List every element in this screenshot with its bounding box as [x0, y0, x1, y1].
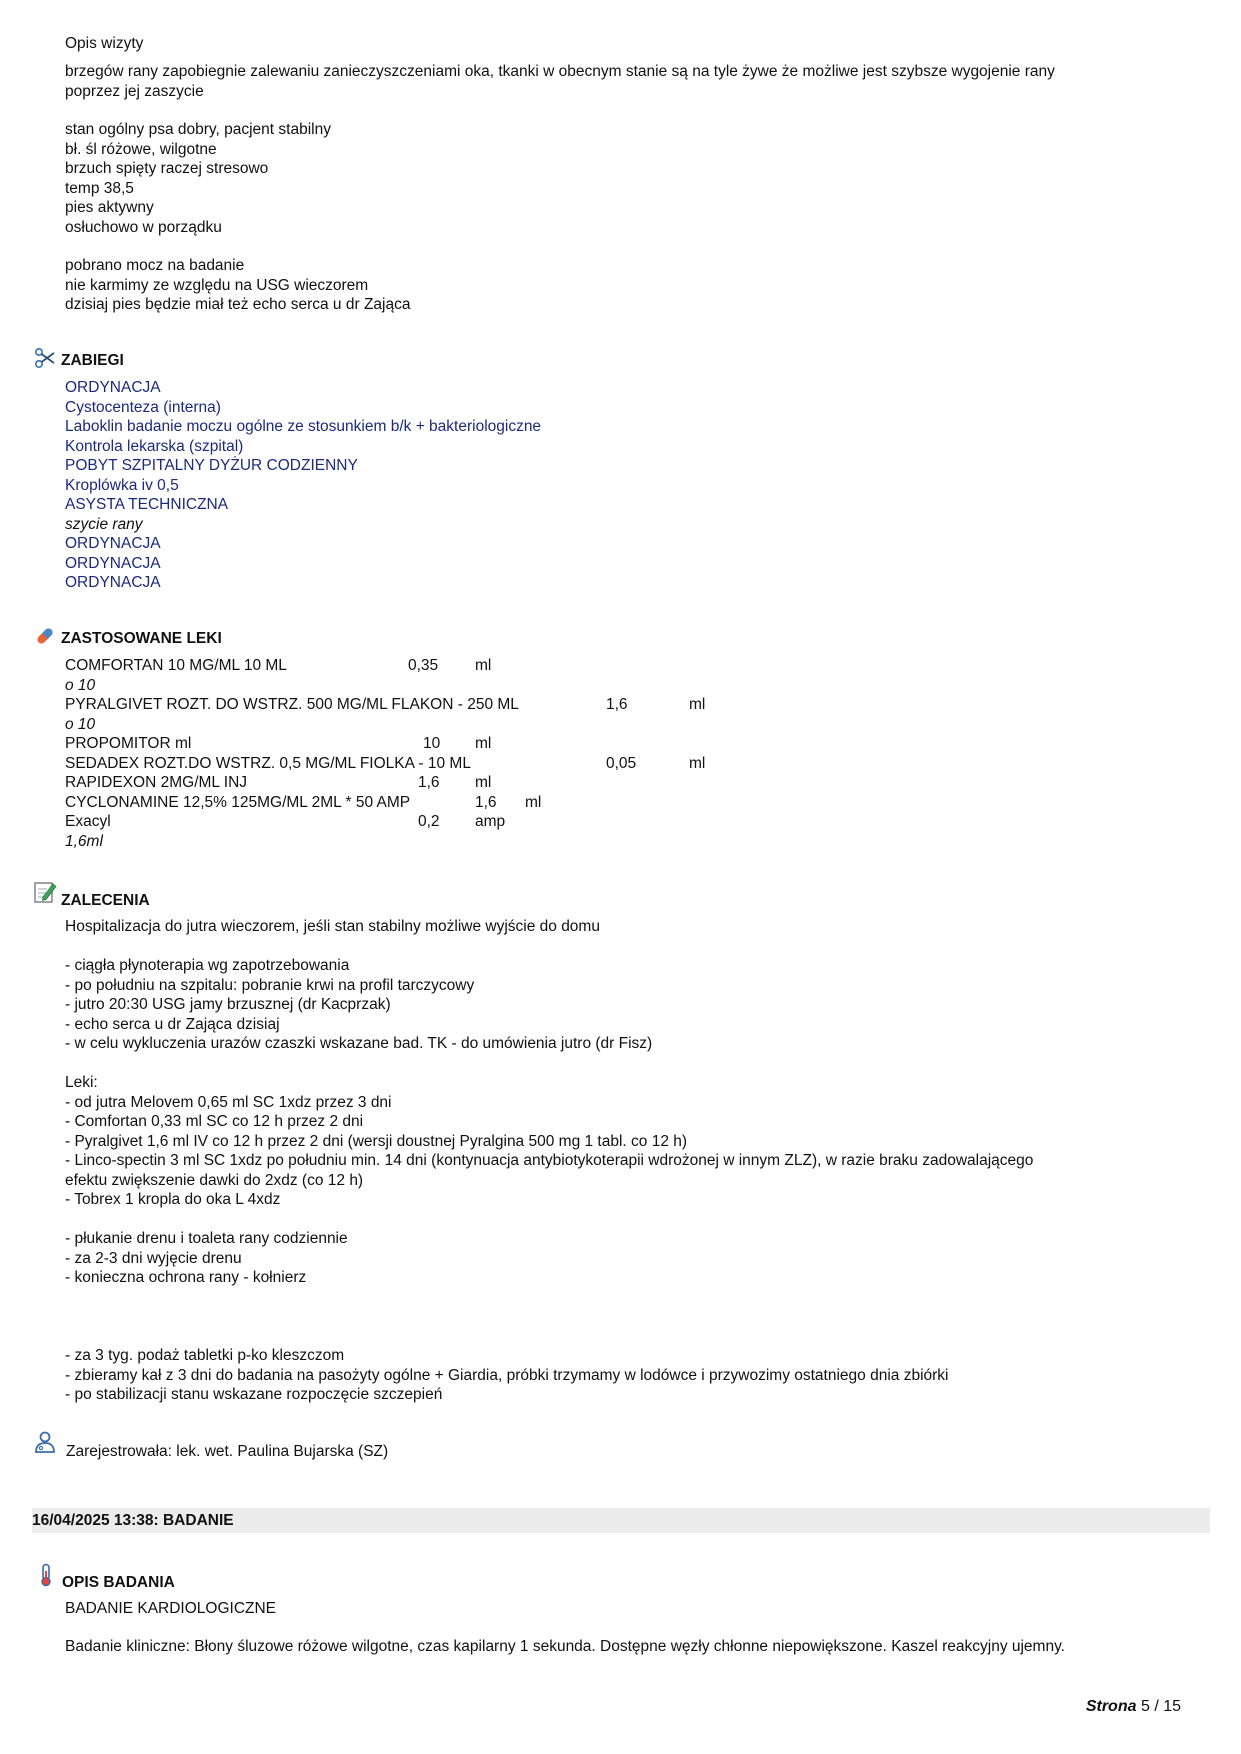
medication-qty: 1,6	[606, 696, 628, 713]
status-line: stan ogólny psa dobry, pacjent stabilny	[65, 121, 331, 138]
recommendations-title: ZALECENIA	[61, 892, 150, 909]
medication-row	[65, 793, 865, 813]
recommendation-line: - po południu na szpitalu: pobranie krwi na profil tarczycowy	[65, 976, 475, 994]
note-line: pobrano mocz na badanie	[65, 257, 245, 274]
pill-icon	[33, 624, 57, 648]
note-line: nie karmimy ze względu na USG wieczorem	[65, 276, 369, 294]
exam-type: BADANIE KARDIOLOGICZNE	[65, 1600, 277, 1617]
recommendation-line: efektu zwiększenie dawki do 2xdz (co 12 h)	[65, 1171, 364, 1189]
medications-title: ZASTOSOWANE LEKI	[61, 630, 222, 647]
medication-name: Exacyl	[65, 813, 111, 830]
medication-unit: ml	[475, 735, 492, 752]
medication-unit: ml	[475, 657, 492, 674]
edit-note-icon	[33, 880, 57, 904]
status-line: bł. śl różowe, wilgotne	[65, 140, 217, 158]
recommendation-line: - płukanie drenu i toaleta rany codziennie	[65, 1230, 348, 1247]
recommendation-line: - Pyralgivet 1,6 ml IV co 12 h przez 2 dni (wersji doustnej Pyralgina 500 mg 1 tabl. co 12 h)	[65, 1132, 688, 1150]
procedure-item[interactable]: Kroplówka iv 0,5	[65, 476, 179, 494]
recommendation-line: - ciągła płynoterapia wg zapotrzebowania	[65, 957, 350, 974]
medication-qty: 0,05	[606, 754, 637, 772]
recommendation-line: - konieczna ochrona rany - kołnierz	[65, 1269, 307, 1286]
procedure-item[interactable]: ORDYNACJA	[65, 574, 161, 591]
scissors-icon	[33, 346, 57, 370]
exam-date-text: 16/04/2025 13:38: BADANIE	[32, 1512, 234, 1529]
status-line: osłuchowo w porządku	[65, 218, 222, 236]
medication-qty: 0,35	[408, 657, 439, 674]
recommendation-line: - od jutra Melovem 0,65 ml SC 1xdz przez 3 dni	[65, 1093, 392, 1111]
recommendation-line: - zbieramy kał z 3 dni do badania na pasożyty ogólne + Giardia, próbki trzymamy w lodówce i przywozimy ostatniego dnia zbiórki	[65, 1366, 949, 1384]
procedure-item[interactable]: ORDYNACJA	[65, 554, 161, 572]
recommendation-line: - za 2-3 dni wyjęcie drenu	[65, 1249, 242, 1267]
note-line: dzisiaj pies będzie miał też echo serca u dr Zająca	[65, 296, 411, 313]
procedure-item[interactable]: ORDYNACJA	[65, 379, 161, 396]
procedure-item[interactable]: Kontrola lekarska (szpital)	[65, 437, 244, 455]
procedure-item[interactable]: ORDYNACJA	[65, 535, 161, 552]
medication-row	[65, 695, 865, 715]
status-line: temp 38,5	[65, 179, 134, 197]
medication-name: CYCLONAMINE 12,5% 125MG/ML 2ML * 50 AMP	[65, 793, 411, 811]
doctor-icon	[33, 1430, 57, 1454]
recommendation-line: Hospitalizacja do jutra wieczorem, jeśli stan stabilny możliwe wyjście do domu	[65, 918, 600, 935]
recommendation-line: - w celu wykluczenia urazów czaszki wskazane bad. TK - do umówienia jutro (dr Fisz)	[65, 1035, 653, 1052]
medication-name: SEDADEX ROZT.DO WSTRZ. 0,5 MG/ML FIOLKA - 10 ML	[65, 754, 471, 772]
medication-qty: 10	[423, 735, 441, 752]
medication-unit: ml	[689, 754, 706, 772]
exam-title: OPIS BADANIA	[62, 1574, 175, 1591]
exam-date-header	[32, 1508, 1210, 1533]
medication-row	[65, 754, 865, 774]
medication-qty: 1,6	[418, 774, 440, 791]
procedure-note: szycie rany	[65, 515, 143, 533]
recommendation-line: - echo serca u dr Zająca dzisiaj	[65, 1015, 280, 1033]
exam-text: Badanie kliniczne: Błony śluzowe różowe wilgotne, czas kapilarny 1 sekunda. Dostępne węzły chłonne niepowiększone. Kaszel reakcyjny ujemny.	[65, 1638, 1065, 1655]
medication-name: PYRALGIVET ROZT. DO WSTRZ. 500 MG/ML FLAKON - 250 ML	[65, 696, 519, 713]
recommendation-line: - Linco-spectin 3 ml SC 1xdz po południu min. 14 dni (kontynuacja antybiotykoterapii wdrożonej w innym ZLZ), w razie braku zadowalającego	[65, 1152, 1034, 1169]
procedures-title: ZABIEGI	[61, 352, 124, 369]
recommendation-line: - za 3 tyg. podaż tabletki p-ko kleszczom	[65, 1347, 345, 1364]
footer-page: 5	[1140, 1698, 1150, 1715]
medication-row	[65, 773, 865, 793]
medication-row	[65, 734, 865, 754]
status-line: pies aktywny	[65, 199, 154, 216]
recommendation-line: - jutro 20:30 USG jamy brzusznej (dr Kacprzak)	[65, 996, 391, 1013]
procedure-item[interactable]: Cystocenteza (interna)	[65, 398, 221, 416]
page-footer	[1086, 1698, 1181, 1716]
medication-row	[65, 656, 865, 676]
medication-note: o 10	[65, 715, 96, 733]
recommendation-line: - Tobrex 1 kropla do oka L 4xdz	[65, 1191, 281, 1208]
registered-by: Zarejestrowała: lek. wet. Paulina Bujarska (SZ)	[66, 1443, 389, 1460]
recommendation-line: - po stabilizacji stanu wskazane rozpoczęcie szczepień	[65, 1386, 443, 1403]
procedure-item[interactable]: ASYSTA TECHNICZNA	[65, 496, 229, 513]
medication-unit: amp	[475, 813, 506, 830]
medication-unit: ml	[689, 696, 706, 713]
medication-note: 1,6ml	[65, 832, 103, 850]
intro-line: poprzez jej zaszycie	[65, 83, 204, 100]
thermometer-icon	[34, 1563, 58, 1587]
medication-qty: 0,2	[418, 813, 440, 830]
procedure-item[interactable]: Laboklin badanie moczu ogólne ze stosunkiem b/k + bakteriologiczne	[65, 418, 542, 435]
medication-unit: ml	[475, 774, 492, 791]
recommendation-line: - Comfortan 0,33 ml SC co 12 h przez 2 dni	[65, 1113, 364, 1130]
status-line: brzuch spięty raczej stresowo	[65, 160, 269, 177]
footer-total: / 15	[1154, 1698, 1181, 1715]
medication-qty: 1,6	[475, 793, 497, 811]
recommendation-line: Leki:	[65, 1074, 98, 1091]
procedure-item[interactable]: POBYT SZPITALNY DYŻUR CODZIENNY	[65, 457, 358, 474]
footer-label: Strona	[1085, 1698, 1137, 1715]
medication-row	[65, 812, 865, 832]
medication-name: RAPIDEXON 2MG/ML INJ	[65, 774, 248, 791]
medication-note: o 10	[65, 676, 96, 694]
intro-line: brzegów rany zapobiegnie zalewaniu zanieczyszczeniami oka, tkanki w obecnym stanie są na tyle żywe że możliwe jest szybsze wygojenie rany	[65, 63, 1055, 80]
medication-name: COMFORTAN 10 MG/ML 10 ML	[65, 657, 287, 674]
visit-description-label: Opis wizyty	[65, 35, 144, 52]
medication-name: PROPOMITOR ml	[65, 735, 192, 752]
medication-unit: ml	[525, 793, 542, 811]
